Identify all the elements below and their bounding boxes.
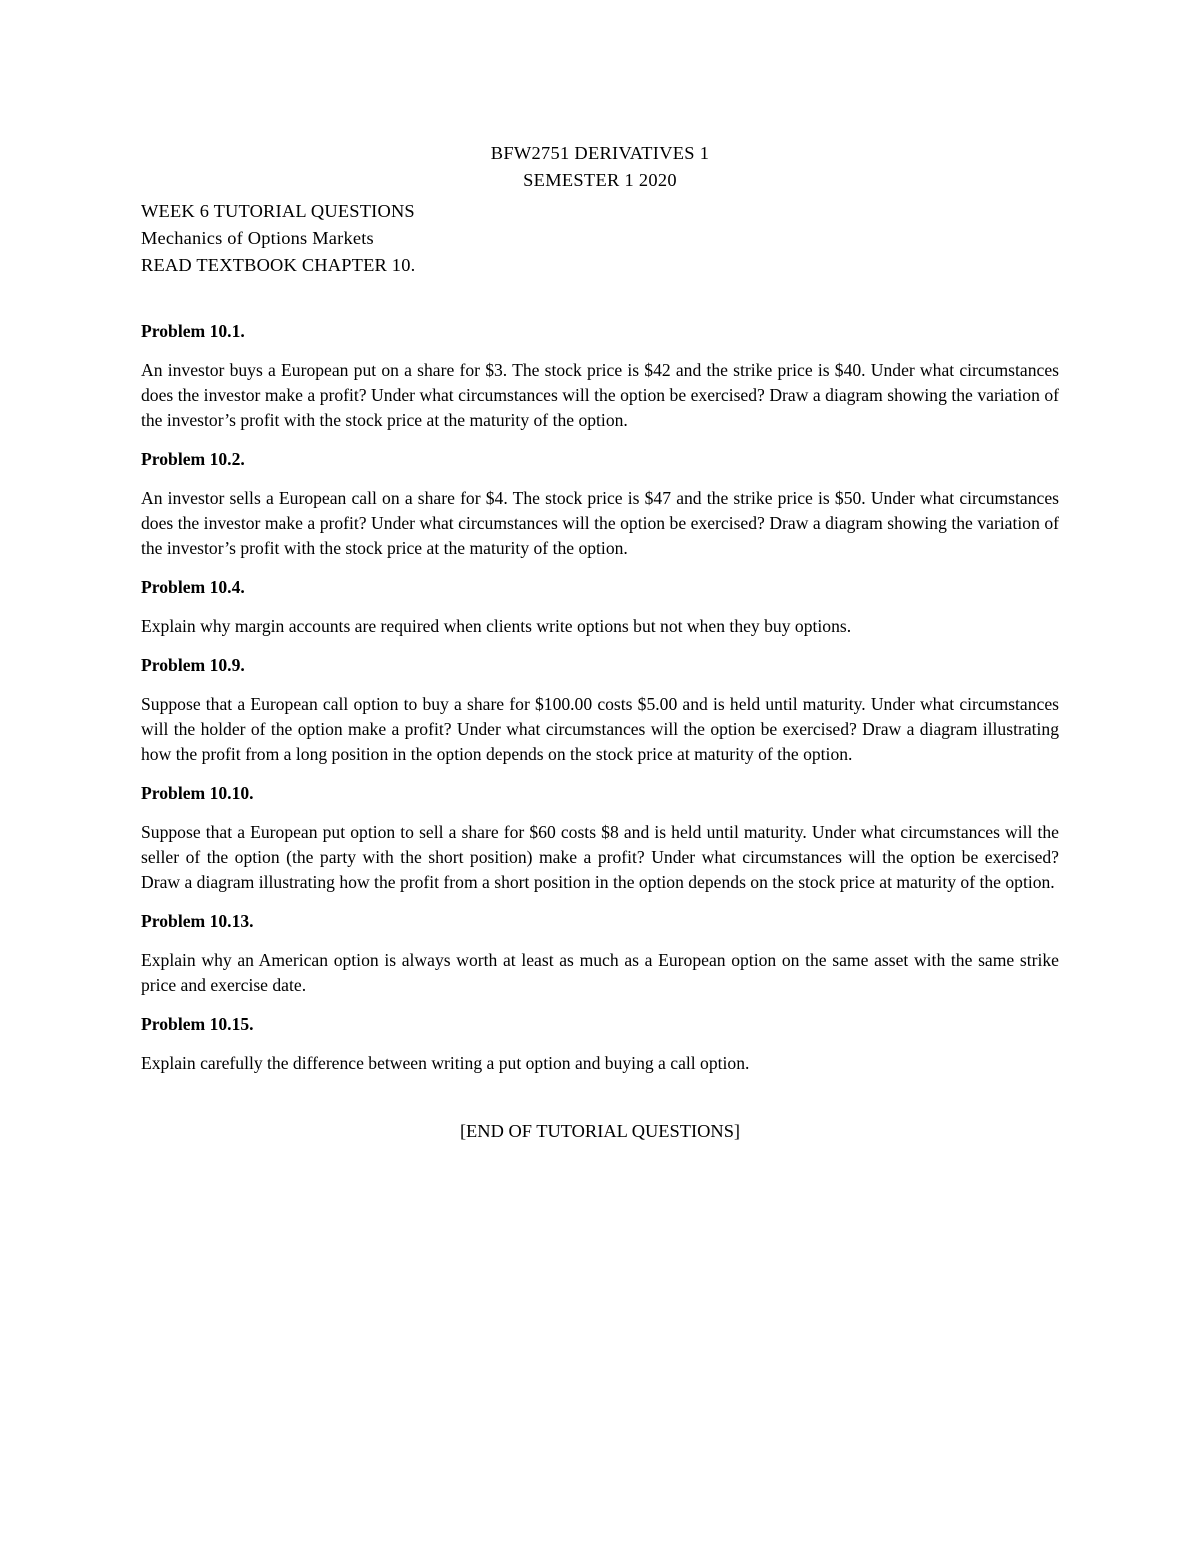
problem-title: Problem 10.15. (141, 1014, 254, 1034)
problem-10-9 (141, 653, 1059, 767)
problem-text: Explain why margin accounts are required when clients write options but not when they buy options. (141, 616, 852, 636)
problem-10-4 (141, 575, 1059, 639)
problem-10-1 (141, 319, 1059, 433)
problem-title: Problem 10.13. (141, 911, 254, 931)
problem-text: An investor sells a European call on a share for $4. The stock price is $47 and the strike price is $50. Under what circumstances does the investor make a profit? Under what circumstances will the option be exercised? Draw a diagram showing the variation of the investor’s profit with the stock price at the maturity of the option. (141, 488, 1059, 558)
problem-list (141, 319, 1059, 1076)
problem-title: Problem 10.1. (141, 321, 245, 341)
document-page (141, 140, 1059, 1145)
semester-title: SEMESTER 1 2020 (523, 170, 677, 190)
course-title: BFW2751 DERIVATIVES 1 (490, 143, 710, 163)
problem-10-13 (141, 909, 1059, 998)
problem-text: An investor buys a European put on a share for $3. The stock price is $42 and the strike price is $40. Under what circumstances does the investor make a profit? Under what circumstances will the option be exercised? Draw a diagram showing the variation of the investor’s profit with the stock price at the maturity of the option. (141, 360, 1059, 430)
problem-title: Problem 10.4. (141, 577, 245, 597)
problem-text: Explain why an American option is always worth at least as much as a European option on the same asset with the same strike price and exercise date. (141, 950, 1059, 995)
problem-text: Suppose that a European put option to sell a share for $60 costs $8 and is held until maturity. Under what circumstances will the seller of the option (the party with the short position) make a profit? Under what circumstances will the option be exercised? Draw a diagram illustrating how the profit from a short position in the option depends on the stock price at maturity of the option. (141, 822, 1059, 892)
week-heading: WEEK 6 TUTORIAL QUESTIONS (141, 201, 415, 221)
end-note: [END OF TUTORIAL QUESTIONS] (459, 1121, 741, 1141)
problem-10-2 (141, 447, 1059, 561)
problem-title: Problem 10.9. (141, 655, 245, 675)
problem-title: Problem 10.10. (141, 783, 254, 803)
tutorial-info (141, 198, 1059, 279)
problem-title: Problem 10.2. (141, 449, 245, 469)
problem-text: Suppose that a European call option to buy a share for $100.00 costs $5.00 and is held until maturity. Under what circumstances will the holder of the option make a profit? Under what circumstances will the option be exercised? Draw a diagram illustrating how the profit from a long position in the option depends on the stock price at maturity of the option. (141, 694, 1059, 764)
topic-heading: Mechanics of Options Markets (141, 228, 374, 248)
problem-10-10 (141, 781, 1059, 895)
problem-text: Explain carefully the difference between writing a put option and buying a call option. (141, 1053, 750, 1073)
problem-10-15 (141, 1012, 1059, 1076)
reading-instruction: READ TEXTBOOK CHAPTER 10. (141, 255, 416, 275)
document-header (141, 140, 1059, 194)
